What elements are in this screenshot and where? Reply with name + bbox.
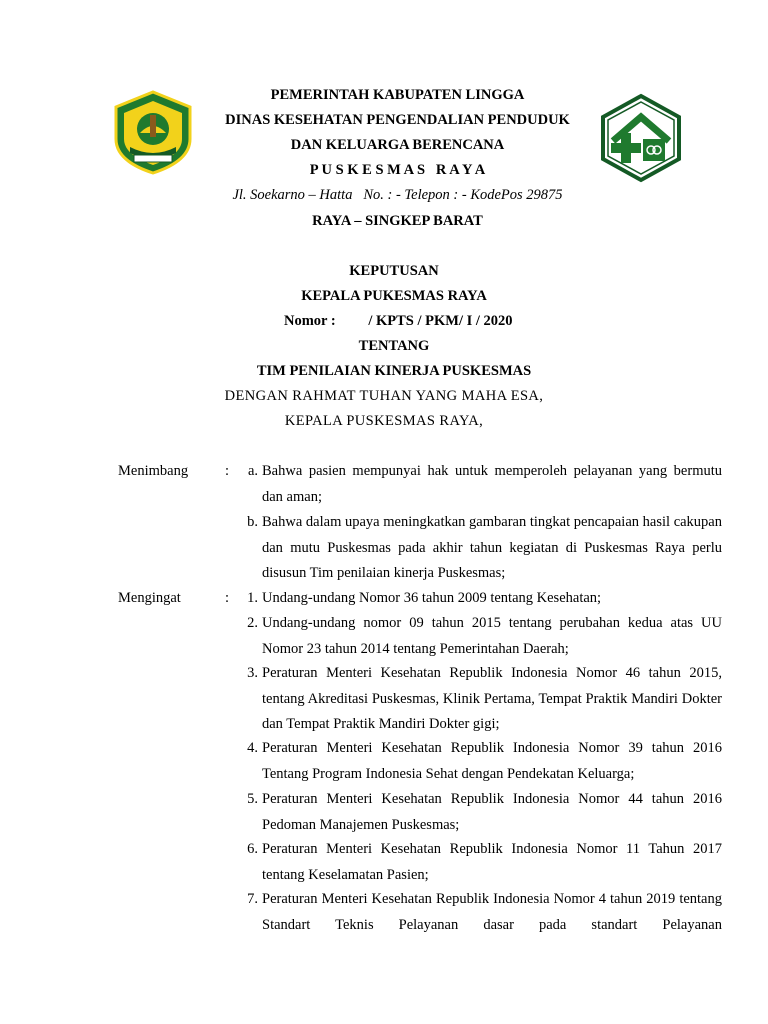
title-keputusan: KEPUTUSAN bbox=[349, 263, 439, 279]
header-puskesmas: P U S K E S M A S R A Y A bbox=[309, 162, 486, 178]
list-marker: 1. bbox=[247, 590, 258, 606]
header-agency: DINAS KESEHATAN PENGENDALIAN PENDUDUK bbox=[225, 112, 570, 128]
list-item-text: Peraturan Menteri Kesehatan Republik Indonesia Nomor 39 tahun 2016 Tentang Program Indonesia Sehat dengan Pendekatan Keluarga; bbox=[262, 740, 722, 782]
menimbang-label: Menimbang bbox=[118, 463, 189, 479]
mengingat-label: Mengingat bbox=[118, 590, 181, 606]
list-marker: 3. bbox=[247, 665, 258, 681]
nomor-value: / KPTS / PKM/ I / 2020 bbox=[368, 313, 513, 329]
list-item-text: Undang-undang Nomor 36 tahun 2009 tentang Kesehatan; bbox=[262, 590, 602, 606]
header-address: Jl. Soekarno – Hatta No. : - Telepon : - KodePos 29875 bbox=[232, 187, 563, 203]
list-marker: 6. bbox=[247, 841, 258, 857]
list-item-text: Bahwa dalam upaya meningkatkan gambaran tingkat pencapaian hasil cakupan dan mutu Puskesmas pada akhir tahun kegiatan di Puskesmas Raya perlu disusun Tim penilaian kinerja Puskesmas; bbox=[262, 514, 722, 581]
list-marker: a. bbox=[247, 463, 258, 479]
mengingat-item-7 bbox=[240, 887, 722, 938]
list-item-text: Peraturan Menteri Kesehatan Republik Indonesia Nomor 44 tahun 2016 Pedoman Manajemen Puskesmas; bbox=[262, 791, 722, 833]
list-item-text: Peraturan Menteri Kesehatan Republik Indonesia Nomor 46 tahun 2015, tentang Akreditasi Puskesmas, Klinik Pertama, Tempat Praktik Mandiri Dokter dan Tempat Praktik Mandiri Dokter gigi; bbox=[262, 665, 722, 732]
mengingat-item-5 bbox=[240, 787, 722, 838]
mengingat-item-6 bbox=[240, 837, 722, 888]
list-marker: 7. bbox=[247, 891, 258, 907]
header-government: PEMERINTAH KABUPATEN LINGGA bbox=[270, 87, 525, 103]
title-nomor bbox=[284, 313, 513, 330]
mengingat-item-1 bbox=[240, 586, 722, 612]
header-location: RAYA – SINGKEP BARAT bbox=[312, 213, 483, 229]
list-marker: b. bbox=[247, 514, 258, 530]
list-marker: 4. bbox=[247, 740, 258, 756]
mengingat-item-2 bbox=[240, 611, 722, 662]
mengingat-item-4 bbox=[240, 736, 722, 787]
title-kepala-puskesmas: KEPALA PUSKESMAS RAYA, bbox=[284, 413, 484, 429]
menimbang-item-b bbox=[240, 510, 722, 587]
list-marker: 2. bbox=[247, 615, 258, 631]
list-item-text: Peraturan Menteri Kesehatan Republik Indonesia Nomor 11 Tahun 2017 tentang Keselamatan Pasien; bbox=[262, 841, 722, 883]
list-item-text: Peraturan Menteri Kesehatan Republik Indonesia Nomor 4 tahun 2019 tentang Standart Teknis Pelayanan dasar pada standart Pelayanan bbox=[262, 891, 722, 933]
list-item-text: Bahwa pasien mempunyai hak untuk memperoleh pelayanan yang bermutu dan aman; bbox=[262, 463, 722, 505]
title-subject: TIM PENILAIAN KINERJA PUSKESMAS bbox=[256, 363, 532, 379]
mengingat-colon: : bbox=[225, 590, 230, 606]
list-item-text: Undang-undang nomor 09 tahun 2015 tentang perubahan kedua atas UU Nomor 23 tahun 2014 tentang Pemerintahan Daerah; bbox=[262, 615, 722, 657]
puskesmas-logo bbox=[599, 93, 683, 183]
list-marker: 5. bbox=[247, 791, 258, 807]
title-rahmat: DENGAN RAHMAT TUHAN YANG MAHA ESA, bbox=[224, 388, 544, 404]
nomor-label: Nomor : bbox=[284, 313, 336, 329]
mengingat-item-3 bbox=[240, 661, 722, 738]
header-agency-cont: DAN KELUARGA BERENCANA bbox=[290, 137, 505, 153]
title-tentang: TENTANG bbox=[358, 338, 430, 354]
title-kepala: KEPALA PUKESMAS RAYA bbox=[301, 288, 487, 304]
kabupaten-lingga-emblem bbox=[110, 89, 196, 175]
menimbang-colon: : bbox=[225, 463, 230, 479]
menimbang-item-a bbox=[240, 459, 722, 510]
